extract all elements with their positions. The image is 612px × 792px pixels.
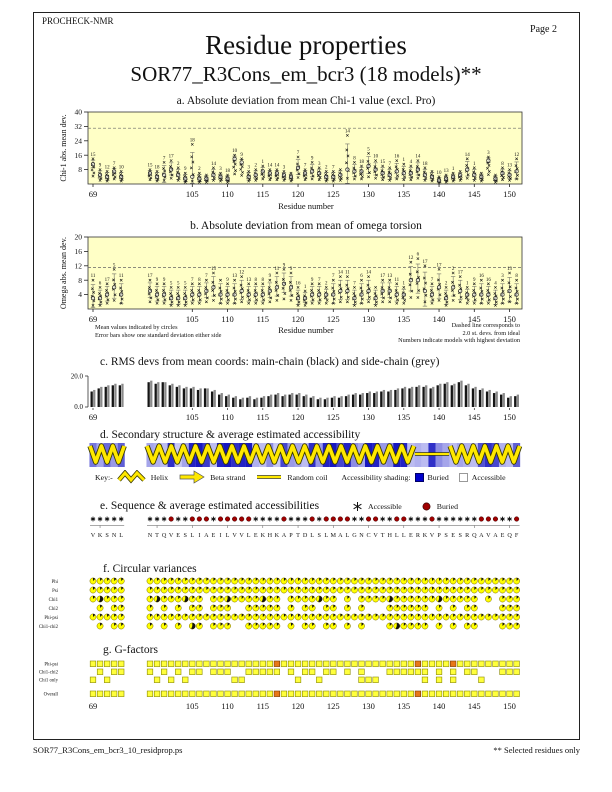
svg-text:24: 24 <box>74 136 82 146</box>
note-dashed-line-2: 2.0 st. devs. from ideal <box>462 329 520 337</box>
key-accessible-label: Accessible <box>471 472 506 482</box>
panel-d-svg <box>0 441 612 469</box>
svg-text:8: 8 <box>198 277 201 283</box>
svg-text:13: 13 <box>246 277 252 283</box>
svg-text:L: L <box>225 532 230 539</box>
svg-text:9: 9 <box>184 167 187 173</box>
accessibility-shading-label: Accessibility shading: <box>341 472 411 482</box>
svg-text:N: N <box>111 532 117 539</box>
svg-text:L: L <box>394 532 399 539</box>
svg-text:11: 11 <box>344 270 350 276</box>
svg-text:20: 20 <box>74 232 82 242</box>
svg-text:K: K <box>260 532 266 539</box>
svg-text:11: 11 <box>394 277 400 283</box>
panel-e-svg <box>0 513 612 543</box>
svg-text:9: 9 <box>155 277 159 283</box>
app-title: PROCHECK-NMR <box>42 16 114 26</box>
svg-text:135: 135 <box>397 189 411 199</box>
legend-accessible-label: Accessible <box>368 502 402 511</box>
svg-text:130: 130 <box>362 701 375 711</box>
panel-f-title: f. Circular variances <box>103 563 197 575</box>
svg-text:6: 6 <box>360 274 363 280</box>
svg-text:140: 140 <box>432 314 446 324</box>
svg-text:F: F <box>514 532 519 539</box>
svg-text:1: 1 <box>402 158 406 164</box>
svg-text:17: 17 <box>380 274 386 280</box>
svg-text:Chi1 only: Chi1 only <box>38 678 58 684</box>
svg-text:I: I <box>219 532 222 539</box>
panel-b-xlabel: Residue number <box>278 325 334 335</box>
svg-text:140: 140 <box>432 189 446 199</box>
svg-text:9: 9 <box>310 156 314 162</box>
svg-text:N: N <box>147 532 153 539</box>
note-mean-values: Mean values indicated by circles <box>95 324 178 331</box>
svg-text:E: E <box>211 532 216 539</box>
svg-text:2: 2 <box>325 165 328 171</box>
svg-text:5: 5 <box>176 281 180 287</box>
panel-c-svg <box>0 367 612 423</box>
key-buried-label: Buried <box>427 472 449 482</box>
svg-text:9: 9 <box>289 267 293 272</box>
svg-text:145: 145 <box>467 412 481 422</box>
svg-text:Omega abs. mean dev.: Omega abs. mean dev. <box>59 236 68 310</box>
svg-text:Phi: Phi <box>51 580 58 585</box>
svg-text:E: E <box>500 532 505 539</box>
svg-text:4: 4 <box>78 290 82 300</box>
svg-text:T: T <box>296 532 300 539</box>
svg-text:110: 110 <box>221 701 234 711</box>
svg-text:7: 7 <box>332 165 335 171</box>
svg-text:S: S <box>105 532 109 539</box>
svg-text:E: E <box>451 532 456 539</box>
svg-text:Q: Q <box>161 532 167 539</box>
panel-c-title: c. RMS devs from mean coords: main-chain (black) and side-chain (grey) <box>100 356 440 368</box>
svg-text:9: 9 <box>226 277 229 283</box>
panel-b-notes-left <box>95 324 221 339</box>
svg-text:120: 120 <box>291 701 305 711</box>
svg-text:9: 9 <box>240 152 243 158</box>
beta-strand-icon <box>178 470 206 484</box>
svg-text:20.0: 20.0 <box>70 372 83 381</box>
svg-text:E: E <box>176 532 181 539</box>
svg-text:Chi2: Chi2 <box>48 607 58 612</box>
svg-text:10: 10 <box>118 165 124 171</box>
svg-text:150: 150 <box>503 412 516 422</box>
svg-text:8: 8 <box>261 277 265 283</box>
svg-text:18: 18 <box>225 169 231 174</box>
svg-text:1: 1 <box>303 285 307 290</box>
svg-text:135: 135 <box>397 412 411 422</box>
svg-text:69: 69 <box>88 314 98 324</box>
svg-text:12: 12 <box>239 270 245 276</box>
svg-text:140: 140 <box>432 701 446 711</box>
svg-text:125: 125 <box>326 189 340 199</box>
svg-text:V: V <box>429 532 435 539</box>
random-coil-icon <box>255 472 283 482</box>
panel-a-svg <box>0 106 612 206</box>
panel-g-title: g. G-factors <box>103 644 158 656</box>
svg-text:18: 18 <box>154 165 160 171</box>
svg-text:4: 4 <box>409 160 413 165</box>
svg-text:A: A <box>338 532 343 539</box>
svg-text:7: 7 <box>317 277 321 283</box>
svg-text:Chi1: Chi1 <box>48 598 58 603</box>
svg-text:T: T <box>155 532 159 539</box>
svg-text:9: 9 <box>473 277 476 283</box>
accessible-swatch <box>459 473 468 482</box>
svg-text:16: 16 <box>295 281 301 287</box>
svg-text:13: 13 <box>232 274 238 280</box>
svg-text:P: P <box>437 532 441 539</box>
svg-text:12: 12 <box>104 165 110 171</box>
svg-text:3: 3 <box>247 165 250 171</box>
svg-text:14: 14 <box>415 154 421 160</box>
svg-text:9: 9 <box>310 277 314 283</box>
svg-text:7: 7 <box>353 281 356 287</box>
svg-text:12: 12 <box>408 256 414 262</box>
svg-text:R: R <box>415 532 420 539</box>
accessible-icon <box>352 501 363 512</box>
legend-buried-label: Buried <box>436 502 459 511</box>
svg-text:130: 130 <box>362 314 375 324</box>
panel-f-svg <box>0 575 612 637</box>
buried-swatch <box>415 473 424 482</box>
svg-text:16: 16 <box>478 274 484 280</box>
svg-text:40: 40 <box>74 107 82 117</box>
svg-text:17: 17 <box>457 270 463 276</box>
svg-text:8: 8 <box>78 275 82 285</box>
svg-text:C: C <box>366 532 371 539</box>
svg-text:Chi1-chi2: Chi1-chi2 <box>38 670 58 676</box>
svg-text:125: 125 <box>326 314 340 324</box>
svg-text:145: 145 <box>467 701 481 711</box>
svg-text:13: 13 <box>507 267 513 272</box>
svg-text:115: 115 <box>256 701 270 711</box>
panel-b-svg <box>0 231 612 331</box>
svg-text:32: 32 <box>74 122 82 131</box>
svg-text:6: 6 <box>416 252 420 258</box>
svg-text:14: 14 <box>337 270 343 276</box>
svg-text:11: 11 <box>274 267 280 272</box>
svg-text:18: 18 <box>189 138 195 144</box>
svg-text:A: A <box>493 532 498 539</box>
note-numbers: Numbers indicate models with highest deviation <box>398 337 520 344</box>
panel-b-notes-right <box>398 322 520 345</box>
svg-text:17: 17 <box>168 154 174 160</box>
key-beta-label: Beta strand <box>210 472 246 482</box>
svg-text:17: 17 <box>147 274 153 280</box>
svg-text:14: 14 <box>344 129 350 135</box>
svg-text:2: 2 <box>254 163 257 169</box>
filename: SOR77_R3Cons_em_bcr3_10_residprop.ps <box>33 745 183 755</box>
svg-text:9: 9 <box>282 263 286 269</box>
svg-text:14: 14 <box>267 163 273 169</box>
svg-text:Q: Q <box>507 532 512 539</box>
svg-text:135: 135 <box>397 314 411 324</box>
svg-text:7: 7 <box>205 274 208 280</box>
selected-residues-note: ** Selected residues only <box>493 745 580 755</box>
svg-text:7: 7 <box>162 156 166 162</box>
panel-a-xlabel: Residue number <box>278 201 334 211</box>
svg-text:A: A <box>281 532 287 539</box>
rms-bars <box>91 381 520 407</box>
svg-text:140: 140 <box>432 412 446 422</box>
svg-text:17: 17 <box>104 277 110 283</box>
svg-text:V: V <box>373 532 378 539</box>
svg-text:L: L <box>119 532 124 539</box>
key-coil-label: Random coil <box>287 472 328 482</box>
svg-text:14: 14 <box>274 163 280 169</box>
svg-text:15: 15 <box>147 163 153 169</box>
svg-text:7: 7 <box>296 151 300 156</box>
svg-text:3: 3 <box>282 165 286 171</box>
svg-text:13: 13 <box>387 274 393 280</box>
svg-text:S: S <box>444 532 448 539</box>
svg-text:2: 2 <box>176 161 180 167</box>
svg-text:16: 16 <box>394 154 400 160</box>
svg-text:120: 120 <box>291 412 305 422</box>
svg-text:H: H <box>387 532 392 539</box>
svg-text:2: 2 <box>444 281 448 287</box>
svg-text:E: E <box>253 532 258 539</box>
svg-text:V: V <box>486 532 491 539</box>
svg-text:130: 130 <box>362 412 375 422</box>
svg-text:115: 115 <box>256 314 270 324</box>
svg-text:Chi-1 abs. mean dev.: Chi-1 abs. mean dev. <box>59 114 68 182</box>
svg-text:2: 2 <box>198 167 201 173</box>
svg-text:105: 105 <box>185 412 199 422</box>
svg-text:L: L <box>401 532 406 539</box>
panel-g-svg <box>0 655 612 713</box>
svg-text:0.0: 0.0 <box>74 403 83 411</box>
svg-text:Q: Q <box>472 532 477 539</box>
svg-text:8: 8 <box>254 277 257 283</box>
svg-text:Phi-psi: Phi-psi <box>44 662 58 668</box>
svg-text:15: 15 <box>380 160 386 165</box>
svg-text:110: 110 <box>221 314 234 324</box>
svg-text:145: 145 <box>467 314 481 324</box>
svg-text:3: 3 <box>317 161 321 167</box>
svg-text:Overall: Overall <box>43 692 58 698</box>
svg-text:105: 105 <box>185 701 199 711</box>
svg-text:V: V <box>168 532 174 539</box>
svg-text:15: 15 <box>90 152 96 158</box>
svg-text:I: I <box>198 532 201 539</box>
svg-text:10: 10 <box>436 170 442 176</box>
svg-text:S: S <box>183 532 187 539</box>
svg-text:18: 18 <box>359 160 364 165</box>
svg-text:3: 3 <box>219 167 222 173</box>
svg-text:145: 145 <box>467 189 481 199</box>
svg-text:N: N <box>359 532 364 539</box>
svg-text:8: 8 <box>515 274 518 280</box>
svg-text:14: 14 <box>464 152 470 158</box>
svg-text:135: 135 <box>397 701 411 711</box>
svg-text:150: 150 <box>503 314 516 324</box>
svg-text:11: 11 <box>118 274 124 280</box>
svg-text:17: 17 <box>422 259 428 265</box>
svg-text:69: 69 <box>88 412 98 422</box>
svg-text:12: 12 <box>74 261 82 271</box>
svg-text:S: S <box>458 532 462 539</box>
svg-text:M: M <box>330 532 337 539</box>
svg-text:69: 69 <box>88 189 98 199</box>
svg-text:115: 115 <box>256 412 270 422</box>
svg-text:8: 8 <box>501 161 504 167</box>
svg-text:110: 110 <box>221 189 234 199</box>
svg-text:G: G <box>352 532 357 539</box>
svg-text:K: K <box>274 532 280 539</box>
svg-text:14: 14 <box>366 270 372 276</box>
svg-text:3: 3 <box>501 274 504 280</box>
svg-text:69: 69 <box>88 701 98 711</box>
svg-text:110: 110 <box>221 412 234 422</box>
note-dashed-line-1: Dashed line corresponds to <box>451 322 520 329</box>
svg-text:14: 14 <box>210 161 216 167</box>
svg-text:V: V <box>90 532 96 539</box>
svg-text:L: L <box>324 532 329 539</box>
svg-text:5: 5 <box>184 281 187 287</box>
svg-text:9: 9 <box>268 274 272 280</box>
svg-text:1: 1 <box>451 167 455 173</box>
svg-text:12: 12 <box>514 152 520 158</box>
svg-text:15: 15 <box>210 267 216 272</box>
svg-text:11: 11 <box>90 274 96 280</box>
svg-text:A: A <box>479 532 484 539</box>
svg-text:9: 9 <box>98 163 102 169</box>
svg-text:16: 16 <box>74 247 82 256</box>
key-label: Key:- <box>95 472 113 482</box>
svg-text:8: 8 <box>353 156 356 162</box>
svg-text:A: A <box>204 532 209 539</box>
svg-text:10: 10 <box>232 149 238 155</box>
page-number: Page 2 <box>530 24 557 35</box>
svg-text:R: R <box>465 532 470 539</box>
panel-e-legend <box>352 501 458 512</box>
svg-text:120: 120 <box>291 314 305 324</box>
svg-text:1: 1 <box>466 281 469 287</box>
svg-text:18: 18 <box>422 161 428 167</box>
page-subtitle: SOR77_R3Cons_em_bcr3 (18 models)** <box>130 62 482 86</box>
svg-text:P: P <box>289 532 293 539</box>
svg-text:K: K <box>97 532 103 539</box>
svg-text:130: 130 <box>362 189 375 199</box>
svg-text:150: 150 <box>503 701 516 711</box>
svg-text:L: L <box>345 532 350 539</box>
svg-text:T: T <box>380 532 385 539</box>
panel-d-title: d. Secondary structure & average estimated accessibility <box>100 429 361 441</box>
svg-text:E: E <box>408 532 413 539</box>
svg-text:115: 115 <box>256 189 270 199</box>
svg-text:D: D <box>302 532 308 539</box>
panel-a-title: a. Absolute deviation from mean Chi-1 value (excl. Pro) <box>176 95 436 107</box>
svg-text:Phi-psi: Phi-psi <box>44 616 58 621</box>
panel-e-title: e. Sequence & average estimated accessibilities <box>100 500 320 512</box>
svg-text:7: 7 <box>332 274 335 280</box>
helix-icon <box>117 470 147 484</box>
svg-text:5: 5 <box>169 281 173 287</box>
svg-text:7: 7 <box>112 161 116 167</box>
svg-text:S: S <box>317 532 321 539</box>
sequence-symbols <box>91 517 519 539</box>
svg-text:7: 7 <box>191 277 194 283</box>
svg-text:L: L <box>246 532 251 539</box>
svg-text:7: 7 <box>303 163 307 169</box>
svg-text:10: 10 <box>373 154 379 160</box>
svg-text:K: K <box>422 532 428 539</box>
svg-text:V: V <box>239 532 244 539</box>
svg-text:L: L <box>190 532 195 539</box>
buried-icon <box>421 501 432 512</box>
svg-text:6: 6 <box>98 281 102 287</box>
svg-text:16: 16 <box>485 277 491 283</box>
panel-b-title: b. Absolute deviation from mean of omega torsion <box>190 220 422 232</box>
svg-text:Psi: Psi <box>52 589 58 594</box>
secondary-structure-key <box>95 468 525 486</box>
svg-text:125: 125 <box>326 412 340 422</box>
svg-text:1: 1 <box>261 160 265 165</box>
svg-text:2: 2 <box>325 281 328 287</box>
svg-text:1: 1 <box>473 161 476 167</box>
svg-text:1: 1 <box>402 281 406 287</box>
svg-text:105: 105 <box>185 189 199 199</box>
svg-text:3: 3 <box>487 151 490 156</box>
svg-text:4: 4 <box>494 281 497 287</box>
svg-text:8: 8 <box>78 165 82 175</box>
svg-text:7: 7 <box>430 277 434 283</box>
svg-text:5: 5 <box>112 263 116 269</box>
svg-text:125: 125 <box>326 701 340 711</box>
svg-text:Chi1-chi2: Chi1-chi2 <box>38 625 58 630</box>
svg-text:V: V <box>232 532 237 539</box>
svg-text:120: 120 <box>291 189 305 199</box>
svg-text:H: H <box>267 532 273 539</box>
svg-text:9: 9 <box>162 277 166 283</box>
svg-text:16: 16 <box>74 150 82 160</box>
key-helix-label: Helix <box>150 472 169 482</box>
svg-text:13: 13 <box>443 169 449 174</box>
svg-text:13: 13 <box>507 163 513 169</box>
svg-text:5: 5 <box>367 147 370 153</box>
svg-text:L: L <box>310 532 315 539</box>
svg-text:2: 2 <box>451 267 455 272</box>
page-title: Residue properties <box>205 30 407 60</box>
svg-text:7: 7 <box>388 161 391 167</box>
svg-text:17: 17 <box>436 263 442 269</box>
svg-text:150: 150 <box>503 189 516 199</box>
svg-text:105: 105 <box>185 314 199 324</box>
note-error-bars: Error bars show one standard deviation either side <box>95 331 222 339</box>
